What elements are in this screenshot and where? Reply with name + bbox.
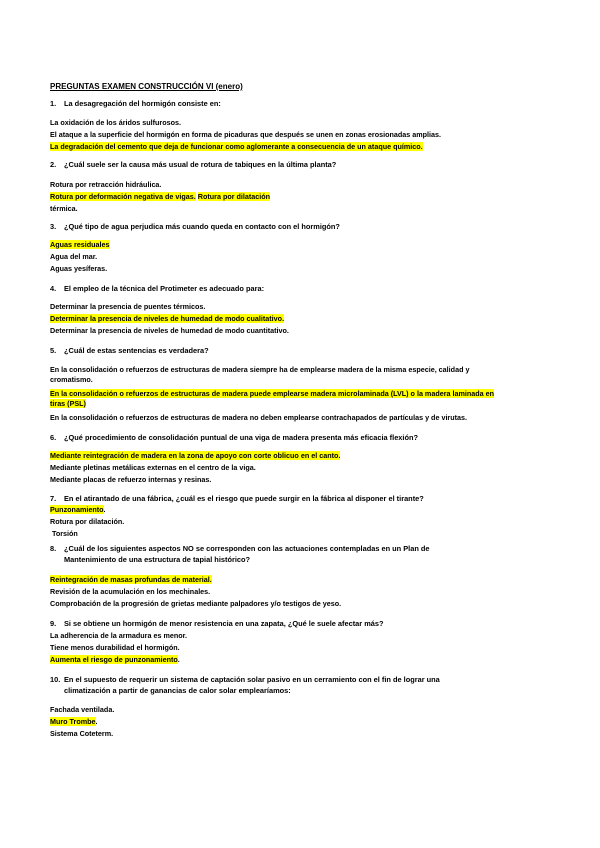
answer-text: Revisión de la acumulación en los mechinales. xyxy=(50,587,211,596)
question-number: 1. xyxy=(50,99,57,108)
answer-text: La degradación del cemento que deja de funcionar como aglomerante a consecuencia de un ataque químico. xyxy=(50,142,423,151)
question-text: ¿Cuál de los siguientes aspectos NO se corresponden con las actuaciones contempladas en un Plan de xyxy=(64,544,430,553)
question-7 xyxy=(50,493,424,504)
answer-highlighted xyxy=(50,575,212,585)
answer xyxy=(50,365,510,384)
answer-highlighted xyxy=(50,451,340,461)
question-number: 7. xyxy=(50,494,57,503)
question-text: La desagregación del hormigón consiste en: xyxy=(64,99,221,108)
answer-text: Reintegración de masas profundas de material. xyxy=(50,575,212,584)
question-text: ¿Cuál de estas sentencias es verdadera? xyxy=(64,346,209,355)
question-number: 2. xyxy=(50,160,57,169)
answer xyxy=(50,475,211,485)
question-2 xyxy=(50,159,336,170)
question-5 xyxy=(50,345,209,356)
question-text: ¿Cuál suele ser la causa más usual de rotura de tabiques en la última planta? xyxy=(64,160,337,169)
answer-text: La adherencia de la armadura es menor. xyxy=(50,631,188,640)
question-text-continued: Mantenimiento de una estructura de tapial histórico? xyxy=(64,555,251,564)
question-text: En el atirantado de una fábrica, ¿cuál es el riesgo que puede surgir en la fábrica al disponer el tirante? xyxy=(64,494,424,503)
question-text: ¿Qué tipo de agua perjudica más cuando queda en contacto con el hormigón? xyxy=(64,222,340,231)
question-text: El empleo de la técnica del Protimeter es adecuado para: xyxy=(64,284,265,293)
question-text: Si se obtiene un hormigón de menor resistencia en una zapata, ¿Qué le suele afectar más? xyxy=(64,619,384,628)
question-9 xyxy=(50,618,384,629)
answer-text: Determinar la presencia de puentes térmicos. xyxy=(50,302,206,311)
question-4 xyxy=(50,283,264,294)
answer-text: Aguas residuales xyxy=(50,240,110,249)
answer-text: térmica. xyxy=(50,204,78,213)
answer xyxy=(50,302,205,312)
question-1 xyxy=(50,98,221,109)
answer-highlighted: Muro Trombe. xyxy=(50,717,98,726)
answer xyxy=(50,180,161,190)
answer-highlighted xyxy=(50,389,510,408)
answer xyxy=(50,599,341,609)
question-text: En el supuesto de requerir un sistema de captación solar pasivo en un cerramiento con el fin de lograr una xyxy=(64,675,440,684)
answer xyxy=(50,130,441,140)
answer-text: En la consolidación o refuerzos de estructuras de madera no deben emplearse contrachapados de partículas y de virutas. xyxy=(50,413,468,422)
answer xyxy=(50,517,124,527)
answer xyxy=(50,643,180,653)
answer-text: Rotura por dilatación xyxy=(197,192,271,201)
answer xyxy=(52,529,78,539)
answer-text: Punzonamiento xyxy=(50,505,104,514)
answer-text: Determinar la presencia de niveles de humedad de modo cuantitativo. xyxy=(50,326,289,335)
answer xyxy=(50,587,210,597)
question-number: 5. xyxy=(50,346,57,355)
answer xyxy=(50,326,289,336)
answer xyxy=(50,705,114,715)
answer-highlighted xyxy=(50,240,110,250)
answer-text: En la consolidación o refuerzos de estructuras de madera siempre ha de emplearse madera de la misma especie, calidad y cromatismo. xyxy=(50,365,470,384)
question-10 xyxy=(50,674,440,696)
answer xyxy=(50,413,467,423)
question-text-continued: climatización a partir de ganancias de calor solar emplearíamos: xyxy=(64,686,291,695)
answer-text: Sistema Coteterm. xyxy=(50,729,114,738)
answer-highlighted xyxy=(50,314,284,324)
question-number: 9. xyxy=(50,619,57,628)
answer-text: Aumenta el riesgo de punzonamiento xyxy=(50,655,178,664)
question-text: ¿Qué procedimiento de consolidación puntual de una viga de madera presenta más eficacia flexión? xyxy=(64,433,419,442)
answer-text: Muro Trombe xyxy=(50,717,96,726)
answer xyxy=(50,631,187,641)
answer-text: Torsión xyxy=(52,529,78,538)
answer-text: Rotura por dilatación. xyxy=(50,517,125,526)
answer-text: Mediante placas de refuerzo internas y resinas. xyxy=(50,475,212,484)
question-number: 3. xyxy=(50,222,57,231)
question-number: 10. xyxy=(50,675,61,684)
answer-text: Fachada ventilada. xyxy=(50,705,115,714)
answer xyxy=(50,264,107,274)
answer-highlighted xyxy=(50,142,423,152)
question-3 xyxy=(50,221,340,232)
document-title: PREGUNTAS EXAMEN CONSTRUCCIÓN VI (enero) xyxy=(50,82,243,91)
answer xyxy=(50,463,256,473)
answer-text: En la consolidación o refuerzos de estructuras de madera puede emplearse madera microlaminada (LVL) o la madera laminada en tiras (PSL) xyxy=(50,389,495,408)
answer-text: Mediante pletinas metálicas externas en el centro de la viga. xyxy=(50,463,256,472)
answer-highlighted: Aumenta el riesgo de punzonamiento. xyxy=(50,655,180,664)
answer xyxy=(50,252,97,262)
answer-highlighted: Punzonamiento. xyxy=(50,505,106,514)
question-6 xyxy=(50,432,418,443)
question-number: 4. xyxy=(50,284,57,293)
answer-text: Determinar la presencia de niveles de humedad de modo cualitativo. xyxy=(50,314,285,323)
answer-text: Aguas yesíferas. xyxy=(50,264,108,273)
answer-text: Tiene menos durabilidad el hormigón. xyxy=(50,643,180,652)
answer xyxy=(50,729,113,739)
question-number: 8. xyxy=(50,544,57,553)
question-8 xyxy=(50,543,430,565)
answer-text: Agua del mar. xyxy=(50,252,98,261)
answer-text: Comprobación de la progresión de grietas mediante palpadores y/o testigos de yeso. xyxy=(50,599,342,608)
answer xyxy=(50,118,181,128)
answer-text: Rotura por deformación negativa de vigas. xyxy=(50,192,196,201)
answer-text: Mediante reintegración de madera en la zona de apoyo con corte oblicuo en el canto. xyxy=(50,451,341,460)
answer-highlighted xyxy=(50,192,270,202)
answer-text: Rotura por retracción hidráulica. xyxy=(50,180,162,189)
answer xyxy=(50,204,78,214)
question-number: 6. xyxy=(50,433,57,442)
answer-text: La oxidación de los áridos sulfurosos. xyxy=(50,118,181,127)
answer-text: El ataque a la superficie del hormigón en forma de picaduras que después se unen en zonas erosionadas amplias. xyxy=(50,130,442,139)
